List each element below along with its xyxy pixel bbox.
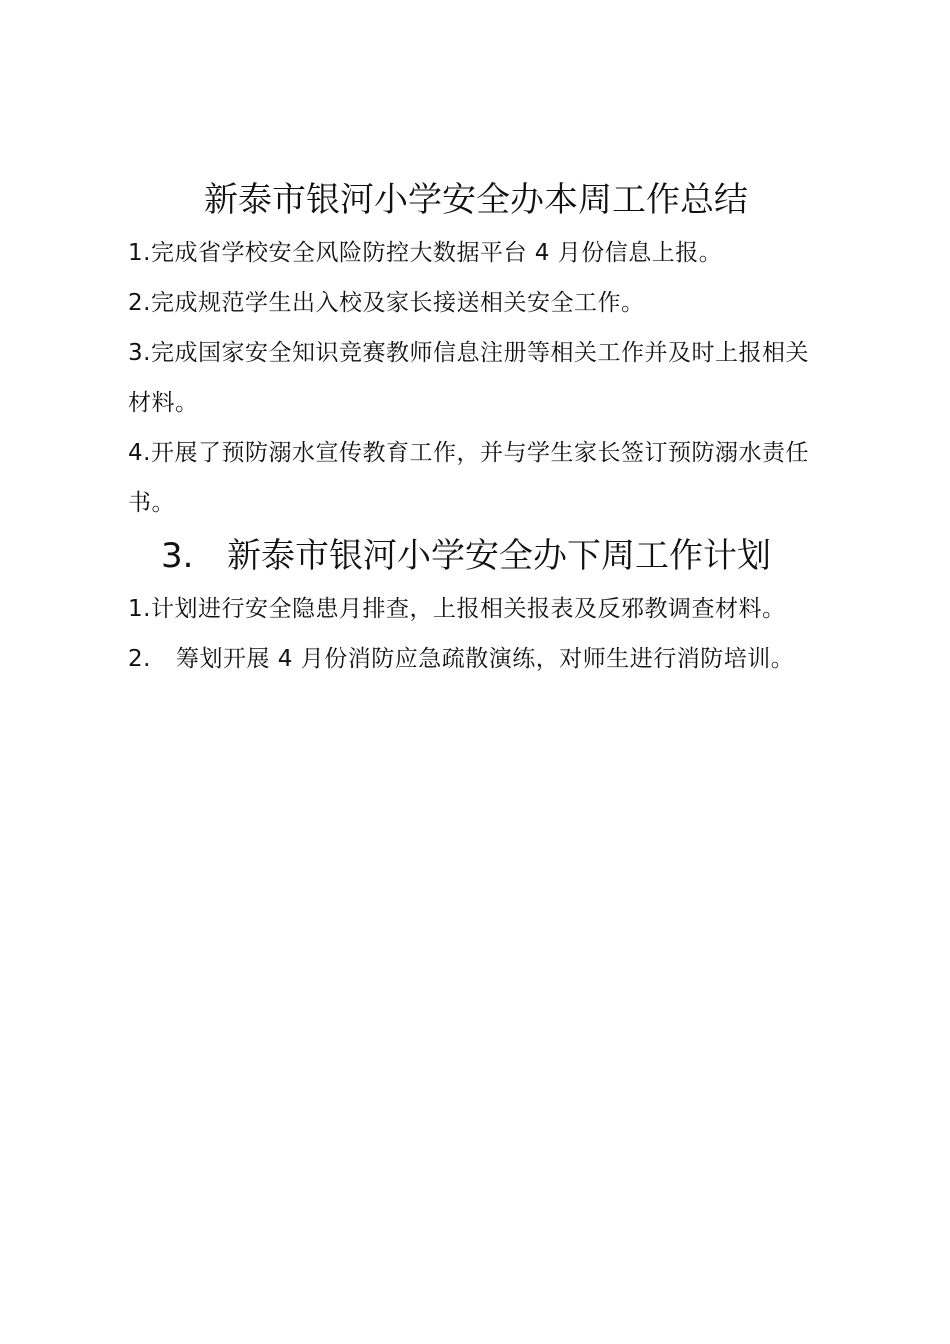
summary-item-1: 1.完成省学校安全风险防控大数据平台 4 月份信息上报。 — [128, 240, 723, 266]
plan-item-2-number: 2. — [128, 646, 151, 672]
summary-title: 新泰市银河小学安全办本周工作总结 — [204, 180, 748, 220]
summary-item-3: 3.完成国家安全知识竞赛教师信息注册等相关工作并及时上报相关材料。 — [128, 340, 809, 416]
plan-item-2 — [128, 634, 828, 684]
plan-heading — [128, 528, 828, 584]
summary-item-4: 4.开展了预防溺水宣传教育工作，并与学生家长签订预防溺水责任书。 — [128, 440, 809, 516]
plan-heading-number: 3. — [161, 536, 194, 576]
summary-item-2: 2.完成规范学生出入校及家长接送相关安全工作。 — [128, 290, 645, 316]
plan-item-1: 1.计划进行安全隐患月排查，上报相关报表及反邪教调查材料。 — [128, 596, 786, 622]
plan-title: 新泰市银河小学安全办下周工作计划 — [227, 536, 771, 576]
document-content — [128, 172, 828, 684]
plan-item-2-text: 筹划开展 4 月份消防应急疏散演练，对师生进行消防培训。 — [176, 646, 795, 672]
